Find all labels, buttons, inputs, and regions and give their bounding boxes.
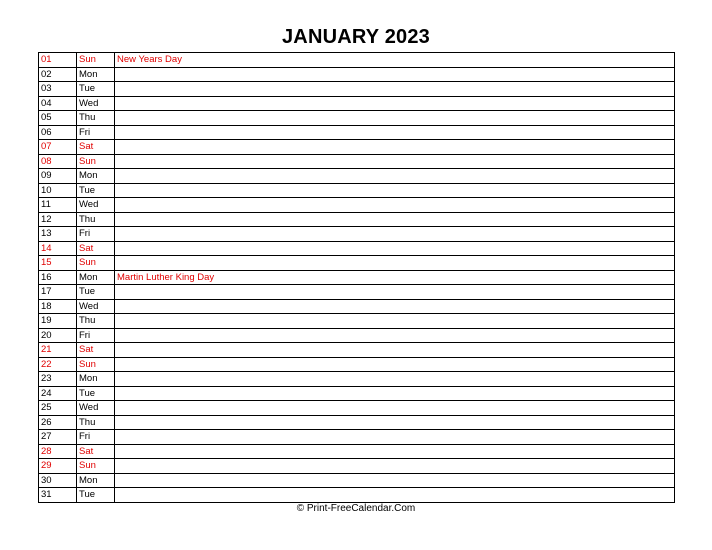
- weekday-name: Sun: [77, 154, 115, 169]
- table-row: [39, 357, 675, 372]
- day-number: 30: [39, 473, 77, 488]
- table-row: [39, 53, 675, 68]
- day-number: 27: [39, 430, 77, 445]
- weekday-name: Mon: [77, 67, 115, 82]
- table-row: [39, 256, 675, 271]
- event-cell: [115, 111, 675, 126]
- event-cell: [115, 357, 675, 372]
- event-cell: [115, 401, 675, 416]
- event-cell: [115, 82, 675, 97]
- weekday-name: Tue: [77, 82, 115, 97]
- weekday-name: Mon: [77, 169, 115, 184]
- calendar-table: [38, 52, 675, 503]
- weekday-name: Tue: [77, 386, 115, 401]
- weekday-name: Mon: [77, 270, 115, 285]
- table-row: [39, 111, 675, 126]
- day-number: 05: [39, 111, 77, 126]
- weekday-name: Thu: [77, 212, 115, 227]
- table-row: [39, 372, 675, 387]
- event-cell: [115, 241, 675, 256]
- day-number: 29: [39, 459, 77, 474]
- event-cell: [115, 415, 675, 430]
- weekday-name: Sun: [77, 256, 115, 271]
- table-row: [39, 343, 675, 358]
- event-cell: [115, 256, 675, 271]
- table-row: [39, 67, 675, 82]
- table-row: [39, 198, 675, 213]
- table-row: [39, 140, 675, 155]
- day-number: 06: [39, 125, 77, 140]
- weekday-name: Sun: [77, 357, 115, 372]
- event-cell: New Years Day: [115, 53, 675, 68]
- event-cell: [115, 328, 675, 343]
- day-number: 20: [39, 328, 77, 343]
- calendar-body: [39, 53, 675, 503]
- calendar-title: JANUARY 2023: [281, 26, 431, 48]
- weekday-name: Thu: [77, 111, 115, 126]
- table-row: [39, 473, 675, 488]
- weekday-name: Sat: [77, 241, 115, 256]
- footer-credit: © Print-FreeCalendar.Com: [296, 503, 416, 514]
- event-cell: [115, 386, 675, 401]
- day-number: 10: [39, 183, 77, 198]
- event-cell: [115, 285, 675, 300]
- day-number: 11: [39, 198, 77, 213]
- day-number: 01: [39, 53, 77, 68]
- table-row: [39, 459, 675, 474]
- day-number: 12: [39, 212, 77, 227]
- event-cell: [115, 198, 675, 213]
- day-number: 07: [39, 140, 77, 155]
- table-row: [39, 241, 675, 256]
- table-row: [39, 401, 675, 416]
- table-row: [39, 169, 675, 184]
- event-cell: [115, 314, 675, 329]
- table-row: [39, 212, 675, 227]
- weekday-name: Fri: [77, 328, 115, 343]
- table-row: [39, 444, 675, 459]
- day-number: 22: [39, 357, 77, 372]
- weekday-name: Thu: [77, 415, 115, 430]
- day-number: 23: [39, 372, 77, 387]
- event-cell: [115, 299, 675, 314]
- weekday-name: Tue: [77, 285, 115, 300]
- event-cell: Martin Luther King Day: [115, 270, 675, 285]
- table-row: [39, 125, 675, 140]
- day-number: 26: [39, 415, 77, 430]
- event-cell: [115, 473, 675, 488]
- day-number: 02: [39, 67, 77, 82]
- table-row: [39, 328, 675, 343]
- table-row: [39, 415, 675, 430]
- table-row: [39, 314, 675, 329]
- table-row: [39, 299, 675, 314]
- day-number: 16: [39, 270, 77, 285]
- event-cell: [115, 343, 675, 358]
- day-number: 31: [39, 488, 77, 503]
- day-number: 08: [39, 154, 77, 169]
- table-row: [39, 386, 675, 401]
- weekday-name: Fri: [77, 125, 115, 140]
- table-row: [39, 183, 675, 198]
- event-cell: [115, 459, 675, 474]
- weekday-name: Sun: [77, 459, 115, 474]
- event-cell: [115, 488, 675, 503]
- day-number: 25: [39, 401, 77, 416]
- weekday-name: Wed: [77, 96, 115, 111]
- event-cell: [115, 96, 675, 111]
- event-cell: [115, 154, 675, 169]
- day-number: 13: [39, 227, 77, 242]
- weekday-name: Tue: [77, 488, 115, 503]
- table-row: [39, 285, 675, 300]
- table-row: [39, 270, 675, 285]
- weekday-name: Fri: [77, 227, 115, 242]
- weekday-name: Mon: [77, 372, 115, 387]
- weekday-name: Sun: [77, 53, 115, 68]
- weekday-name: Mon: [77, 473, 115, 488]
- event-cell: [115, 227, 675, 242]
- weekday-name: Sat: [77, 343, 115, 358]
- table-row: [39, 96, 675, 111]
- weekday-name: Sat: [77, 140, 115, 155]
- table-row: [39, 82, 675, 97]
- table-row: [39, 430, 675, 445]
- day-number: 19: [39, 314, 77, 329]
- day-number: 03: [39, 82, 77, 97]
- weekday-name: Tue: [77, 183, 115, 198]
- weekday-name: Wed: [77, 299, 115, 314]
- day-number: 15: [39, 256, 77, 271]
- event-cell: [115, 169, 675, 184]
- day-number: 14: [39, 241, 77, 256]
- day-number: 04: [39, 96, 77, 111]
- weekday-name: Fri: [77, 430, 115, 445]
- table-row: [39, 154, 675, 169]
- event-cell: [115, 125, 675, 140]
- event-cell: [115, 183, 675, 198]
- day-number: 28: [39, 444, 77, 459]
- day-number: 21: [39, 343, 77, 358]
- day-number: 24: [39, 386, 77, 401]
- weekday-name: Thu: [77, 314, 115, 329]
- day-number: 09: [39, 169, 77, 184]
- weekday-name: Sat: [77, 444, 115, 459]
- event-cell: [115, 67, 675, 82]
- table-row: [39, 227, 675, 242]
- weekday-name: Wed: [77, 198, 115, 213]
- day-number: 18: [39, 299, 77, 314]
- event-cell: [115, 444, 675, 459]
- event-cell: [115, 372, 675, 387]
- weekday-name: Wed: [77, 401, 115, 416]
- event-cell: [115, 140, 675, 155]
- event-cell: [115, 212, 675, 227]
- table-row: [39, 488, 675, 503]
- event-cell: [115, 430, 675, 445]
- day-number: 17: [39, 285, 77, 300]
